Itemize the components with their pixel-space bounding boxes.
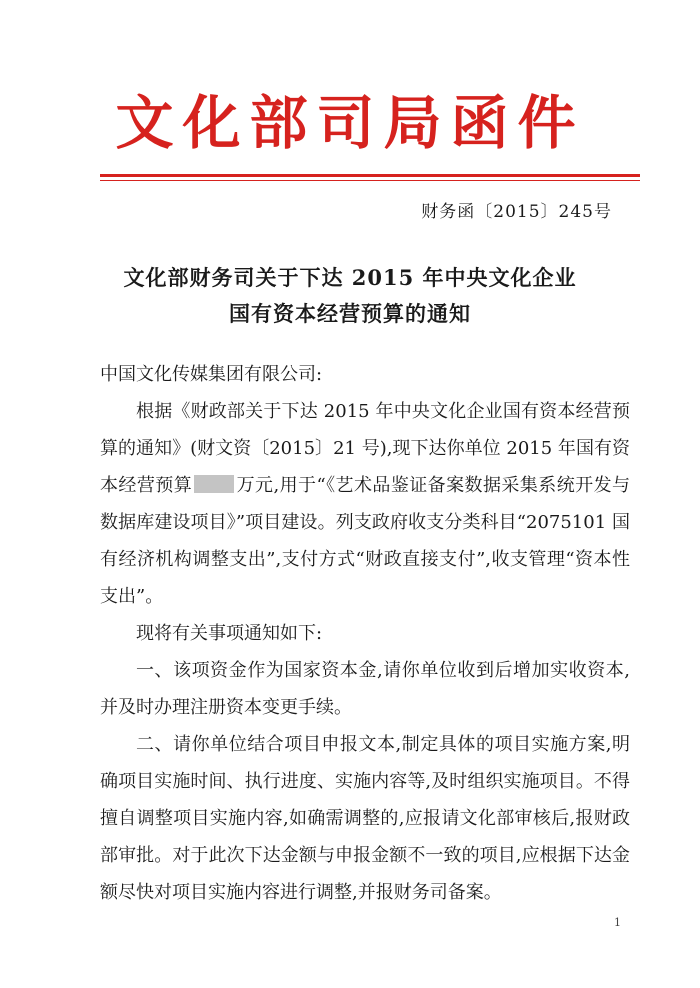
paragraph-4: 二、请你单位结合项目申报文本,制定具体的项目实施方案,明确项目实施时间、执行进度、实施内容等,及时组织实施项目。不得擅自调整项目实施内容,如确需调整的,应报请文化部审核后,报财政部审批。对于此次下达金额与申报金额不一致的项目,应根据下达金额尽快对项目实施内容进行调整,并报财务司备案。 xyxy=(100,734,630,903)
page-number: 1 xyxy=(614,916,621,929)
document-body xyxy=(100,356,630,911)
paragraph-1-part-1: 根据《财政部关于下达 2015 年中央文化企业国有资本经营预算的通知》(财文资〔2015〕21 号),现下达你单位 2015 年国有资本经营预算 xyxy=(100,401,630,496)
document-number: 财务函〔2015〕245号 xyxy=(421,202,612,222)
paragraph-1 xyxy=(100,393,630,615)
document-title-line-1: 文化部财务司关于下达 2015 年中央文化企业 xyxy=(123,265,577,290)
letterhead-rule-thin xyxy=(100,180,640,181)
letterhead-rule-thick xyxy=(100,174,640,177)
paragraph-2: 现将有关事项通知如下: xyxy=(136,623,323,644)
addressee: 中国文化传媒集团有限公司: xyxy=(100,364,323,385)
redacted-amount xyxy=(194,475,234,493)
document-title-line-2: 国有资本经营预算的通知 xyxy=(229,301,471,326)
paragraph-3: 一、该项资金作为国家资本金,请你单位收到后增加实收资本,并及时办理注册资本变更手续。 xyxy=(100,660,630,718)
paragraph-1-part-2: 万元,用于“《艺术品鉴证备案数据采集系统开发与数据库建设项目》”项目建设。列支政府收支分类科目“2075101 国有经济机构调整支出”,支付方式“财政直接支付”,收支管理“资本性支出”。 xyxy=(100,475,630,607)
letterhead-title: 文化部司局函件 xyxy=(115,89,585,157)
